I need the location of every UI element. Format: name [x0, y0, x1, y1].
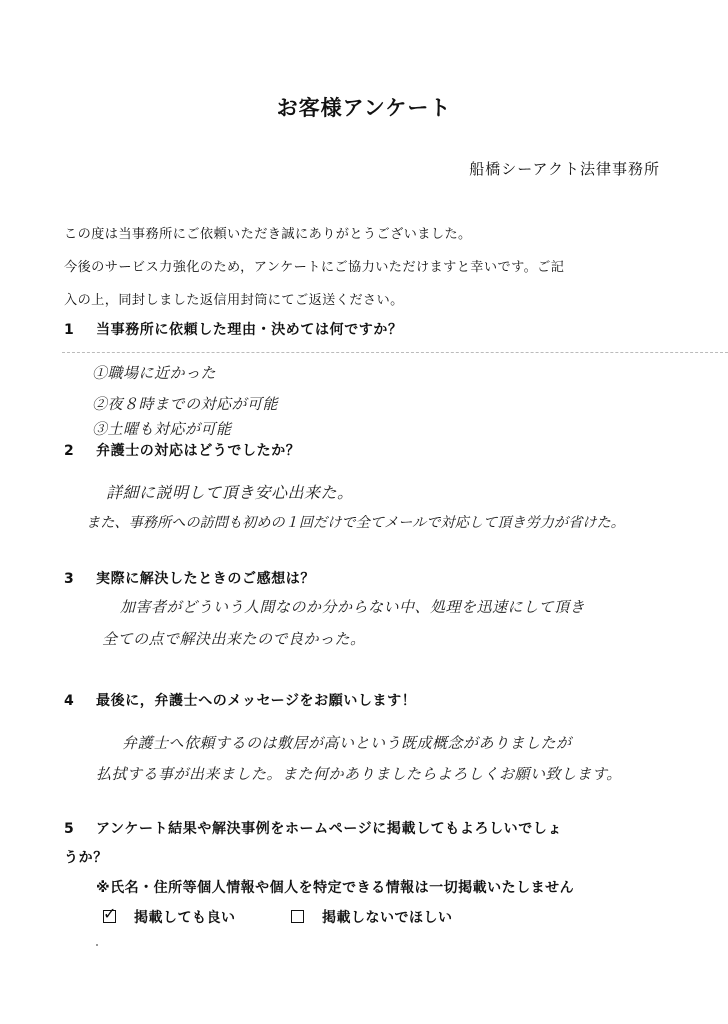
- question-1: [64, 319, 403, 339]
- option-publish-yes[interactable]: [103, 904, 236, 927]
- question-2: [64, 440, 300, 460]
- privacy-note: ※氏名・住所等個人情報や個人を特定できる情報は一切掲載いたしません: [96, 880, 575, 896]
- answer-1-line-3: ③土曜も対応が可能: [92, 420, 232, 438]
- question-number: 3: [64, 571, 75, 587]
- answer-4-line-2: 払拭する事が出来ました。また何かありましたらよろしくお願い致します。: [96, 765, 622, 783]
- question-number: 1: [64, 322, 75, 338]
- option-label: 掲載しないでほしい: [322, 910, 453, 926]
- answer-2-line-1: 詳細に説明して頂き安心出来た。: [106, 483, 354, 502]
- question-number: 4: [64, 693, 75, 709]
- question-text-line-1: アンケート結果や解決事例をホームページに掲載してもよろしいでしょ: [96, 821, 563, 837]
- answer-1-line-2: ②夜８時までの対応が可能: [92, 395, 279, 413]
- answer-3-line-1: 加害者がどういう人間なのか分からない中、処理を迅速にして頂き: [120, 598, 586, 616]
- intro-line-1: この度は当事務所にご依頼いただき誠にありがとうございました。: [64, 227, 472, 242]
- question-5-continued: うか？: [64, 850, 108, 866]
- answer-4-line-1: 弁護士へ依頼するのは敷居が高いという既成概念がありましたが: [122, 734, 572, 752]
- scan-speck: [96, 944, 98, 946]
- option-publish-no[interactable]: [291, 907, 453, 927]
- question-text: 最後に，弁護士へのメッセージをお願いします！: [96, 693, 417, 709]
- page-title: お客様アンケート: [276, 96, 452, 120]
- option-label: 掲載しても良い: [134, 910, 236, 926]
- question-3: [64, 568, 315, 588]
- question-text: 実際に解決したときのご感想は？: [96, 571, 315, 587]
- question-text: 当事務所に依頼した理由・決めては何ですか？: [96, 322, 403, 338]
- question-text: 弁護士の対応はどうでしたか？: [96, 443, 301, 459]
- answer-3-line-2: 全ての点で解決出来たので良かった。: [102, 630, 366, 648]
- question-number: 2: [64, 443, 75, 459]
- dashed-divider: [62, 352, 728, 353]
- question-5: [64, 818, 562, 838]
- answer-2-line-2: また、事務所への訪問も初めの１回だけで全てメールで対応して頂き労力が省けた。: [86, 515, 625, 531]
- checkbox-publish-yes[interactable]: [103, 904, 117, 923]
- check-mark-icon: ✓: [103, 904, 117, 923]
- checkbox-publish-no[interactable]: [291, 910, 304, 923]
- intro-line-2: 今後のサービス力強化のため，アンケートにご協力いただけますと幸いです。ご記: [64, 260, 565, 275]
- question-4: [64, 690, 416, 710]
- answer-1-line-1: ①職場に近かった: [92, 364, 217, 382]
- question-number: 5: [64, 821, 75, 837]
- intro-line-3: 入の上，同封しました返信用封筒にてご返送ください。: [64, 293, 404, 308]
- firm-name: 船橋シーアクト法律事務所: [469, 160, 660, 178]
